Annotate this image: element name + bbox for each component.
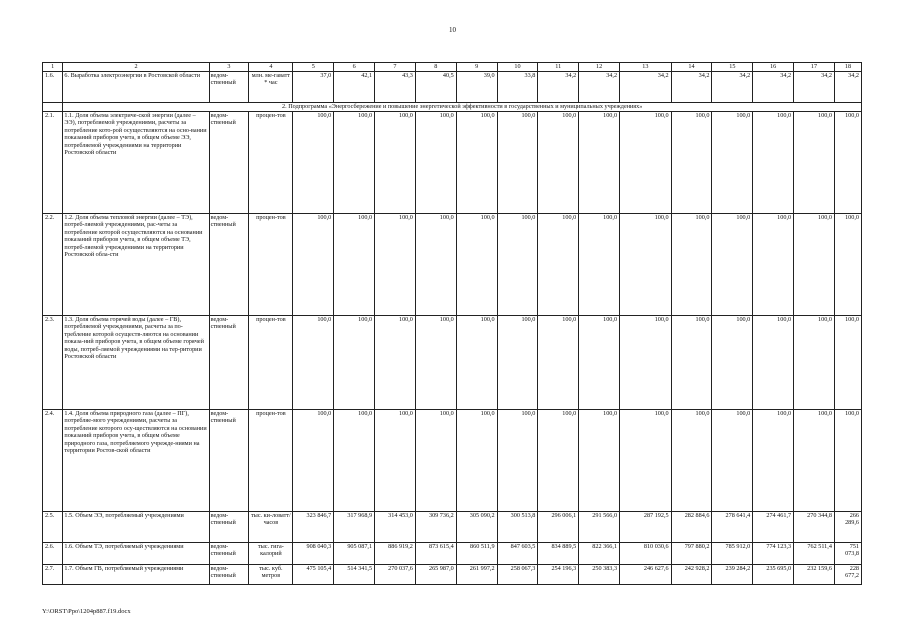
value-cell: 785 912,0 [712,543,753,565]
value-cell: 514 341,5 [334,565,375,585]
value-cell: 291 566,0 [579,512,620,543]
value-cell: 100,0 [712,410,753,512]
executor-type: ведом-ственный [209,214,249,316]
value-cell: 100,0 [671,410,712,512]
column-number: 7 [375,63,416,72]
value-cell: 100,0 [753,316,794,410]
value-cell: 258 067,3 [497,565,538,585]
value-cell: 39,0 [456,72,497,103]
value-cell: 100,0 [753,112,794,214]
indicator-name: 6. Выработка электроэнергии в Ростовской области [63,72,209,103]
indicator-name: 1.1. Доля объема электриче-ской энергии (далее – ЭЭ), потребляемой учреждениями, расчеты за потребление кото-рой осуществляются на осно-вании показаний приборов учета, в общем объеме ЭЭ, потребляемой учреждениями на территории Ростовской области [63,112,209,214]
value-cell: 100,0 [579,214,620,316]
column-number: 9 [456,63,497,72]
executor-type: ведом-ственный [209,543,249,565]
table-row [43,316,862,410]
indicator-name: 1.5. Объем ЭЭ, потребляемый учреждениями [63,512,209,543]
unit: тыс. куб. метров [249,565,293,585]
column-number-row [43,63,862,72]
executor-type: ведом-ственный [209,72,249,103]
table-row [43,72,862,103]
column-number: 5 [293,63,334,72]
value-cell: 100,0 [620,316,672,410]
value-cell: 34,2 [538,72,579,103]
value-cell: 100,0 [375,316,416,410]
value-cell: 100,0 [334,112,375,214]
value-cell: 305 090,2 [456,512,497,543]
value-cell: 261 997,2 [456,565,497,585]
value-cell: 235 695,0 [753,565,794,585]
value-cell: 751 073,8 [834,543,861,565]
value-cell: 100,0 [415,214,456,316]
value-cell: 287 192,5 [620,512,672,543]
value-cell: 282 884,6 [671,512,712,543]
indicator-name: 1.7. Объем ГВ, потребляемый учреждениями [63,565,209,585]
value-cell: 797 880,2 [671,543,712,565]
value-cell: 100,0 [415,316,456,410]
unit: процен-тов [249,410,293,512]
row-number: 2.4. [43,410,63,512]
executor-type: ведом-ственный [209,410,249,512]
value-cell: 100,0 [834,410,861,512]
row-number: 1.6. [43,72,63,103]
value-cell: 100,0 [497,410,538,512]
value-cell: 228 677,2 [834,565,861,585]
row-number: 2.7. [43,565,63,585]
value-cell: 270 037,6 [375,565,416,585]
value-cell: 100,0 [753,410,794,512]
value-cell: 100,0 [538,112,579,214]
value-cell: 100,0 [834,214,861,316]
executor-type: ведом-ственный [209,112,249,214]
value-cell: 254 196,3 [538,565,579,585]
value-cell: 100,0 [579,316,620,410]
page-number: 10 [449,26,456,34]
value-cell: 100,0 [579,410,620,512]
indicator-name: 1.6. Объем ТЭ, потребляемый учреждениями [63,543,209,565]
value-cell: 270 344,8 [794,512,835,543]
value-cell: 100,0 [375,112,416,214]
value-cell: 323 846,7 [293,512,334,543]
value-cell: 43,3 [375,72,416,103]
value-cell: 37,0 [293,72,334,103]
table-row [43,565,862,585]
value-cell: 100,0 [497,316,538,410]
table-row [43,214,862,316]
column-number: 1 [43,63,63,72]
value-cell: 100,0 [497,112,538,214]
value-cell: 34,2 [753,72,794,103]
column-number: 6 [334,63,375,72]
value-cell: 100,0 [620,410,672,512]
value-cell: 34,2 [834,72,861,103]
value-cell: 34,2 [794,72,835,103]
value-cell: 309 736,2 [415,512,456,543]
value-cell: 100,0 [794,316,835,410]
column-number: 13 [620,63,672,72]
value-cell: 100,0 [579,112,620,214]
value-cell: 42,1 [334,72,375,103]
table-row [43,543,862,565]
section-title: 2. Подпрограмма «Энергосбережение и повышение энергетической эффективности в государственных и муниципальных учреждениях» [63,103,862,112]
value-cell: 278 641,4 [712,512,753,543]
value-cell: 40,5 [415,72,456,103]
value-cell: 100,0 [671,214,712,316]
value-cell: 847 603,5 [497,543,538,565]
unit: тыс. ки-ловатт/ часов [249,512,293,543]
value-cell: 834 889,5 [538,543,579,565]
value-cell: 266 289,6 [834,512,861,543]
value-cell: 100,0 [794,214,835,316]
value-cell: 100,0 [334,214,375,316]
value-cell: 242 928,2 [671,565,712,585]
row-number: 2.1. [43,112,63,214]
value-cell: 100,0 [456,316,497,410]
value-cell: 810 030,6 [620,543,672,565]
value-cell: 908 040,3 [293,543,334,565]
file-path: Y:\ORST\Ppo\1204p887.f19.docx [42,608,131,615]
value-cell: 100,0 [794,410,835,512]
indicators-table [42,62,862,585]
value-cell: 34,2 [579,72,620,103]
table-row [43,112,862,214]
column-number: 12 [579,63,620,72]
value-cell: 886 919,2 [375,543,416,565]
value-cell: 100,0 [415,112,456,214]
unit: процен-тов [249,112,293,214]
value-cell: 905 087,1 [334,543,375,565]
value-cell: 317 968,9 [334,512,375,543]
value-cell: 296 006,1 [538,512,579,543]
value-cell: 265 987,0 [415,565,456,585]
value-cell: 100,0 [834,316,861,410]
value-cell: 100,0 [375,410,416,512]
value-cell: 100,0 [497,214,538,316]
value-cell: 100,0 [794,112,835,214]
value-cell: 300 513,8 [497,512,538,543]
value-cell: 100,0 [712,112,753,214]
value-cell: 100,0 [334,410,375,512]
row-number: 2.2. [43,214,63,316]
value-cell: 475 105,4 [293,565,334,585]
value-cell: 100,0 [456,410,497,512]
table-row [43,512,862,543]
executor-type: ведом-ственный [209,316,249,410]
row-number: 2.6. [43,543,63,565]
value-cell: 100,0 [415,410,456,512]
value-cell: 100,0 [293,214,334,316]
value-cell: 100,0 [538,410,579,512]
column-number: 2 [63,63,209,72]
row-number: 2.5. [43,512,63,543]
unit: тыс. гига-калорий [249,543,293,565]
indicator-name: 1.4. Доля объема природного газа (далее – ПГ), потребляе-мого учреждениями, расчеты за потребление которого осу-ществляются на основании показаний приборов учета, в общем объеме природного газа, потребляемого учрежде-ниями на территории Ростов-ской области [63,410,209,512]
value-cell: 822 366,1 [579,543,620,565]
indicator-name: 1.2. Доля объема тепловой энергии (далее – ТЭ), потреб-ляемой учреждениями, рас-четы за потребление которой осуществляются на основании показаний приборов учета, в общем объеме ТЭ, потреб-ляемой учреждениями на территории Ростовской обла-сти [63,214,209,316]
value-cell: 100,0 [538,214,579,316]
value-cell: 774 123,3 [753,543,794,565]
value-cell: 100,0 [620,214,672,316]
value-cell: 762 511,4 [794,543,835,565]
value-cell: 34,2 [620,72,672,103]
indicator-name: 1.3. Доля объема горячей воды (далее – ГВ), потребляемой учреждениями, расчеты за по-требление которой осуществ-ляются на основании показа-ний приборов учета, в общем объеме горячей воды, потреб-ляемой учреждениями на тер-ритории Ростовской области [63,316,209,410]
value-cell: 100,0 [620,112,672,214]
row-number: 2.3. [43,316,63,410]
value-cell: 100,0 [456,112,497,214]
value-cell: 873 615,4 [415,543,456,565]
value-cell: 100,0 [334,316,375,410]
executor-type: ведом-ственный [209,565,249,585]
value-cell: 860 511,9 [456,543,497,565]
value-cell: 239 284,2 [712,565,753,585]
value-cell: 100,0 [671,316,712,410]
unit: процен-тов [249,214,293,316]
value-cell: 100,0 [712,214,753,316]
value-cell: 100,0 [753,214,794,316]
value-cell: 100,0 [293,112,334,214]
value-cell: 250 383,3 [579,565,620,585]
value-cell: 100,0 [538,316,579,410]
value-cell: 100,0 [293,316,334,410]
column-number: 17 [794,63,835,72]
column-number: 18 [834,63,861,72]
column-number: 15 [712,63,753,72]
value-cell: 34,2 [712,72,753,103]
column-number: 11 [538,63,579,72]
value-cell: 274 461,7 [753,512,794,543]
table-row [43,410,862,512]
section-row [43,103,862,112]
value-cell: 314 453,0 [375,512,416,543]
value-cell: 100,0 [293,410,334,512]
unit: млн. ме-гаватт * час [249,72,293,103]
value-cell: 100,0 [834,112,861,214]
value-cell: 34,2 [671,72,712,103]
column-number: 10 [497,63,538,72]
value-cell: 246 627,6 [620,565,672,585]
value-cell: 100,0 [671,112,712,214]
column-number: 14 [671,63,712,72]
value-cell: 100,0 [456,214,497,316]
value-cell: 232 159,6 [794,565,835,585]
column-number: 16 [753,63,794,72]
executor-type: ведом-ственный [209,512,249,543]
value-cell: 33,8 [497,72,538,103]
column-number: 4 [249,63,293,72]
column-number: 3 [209,63,249,72]
value-cell: 100,0 [712,316,753,410]
column-number: 8 [415,63,456,72]
unit: процен-тов [249,316,293,410]
value-cell: 100,0 [375,214,416,316]
